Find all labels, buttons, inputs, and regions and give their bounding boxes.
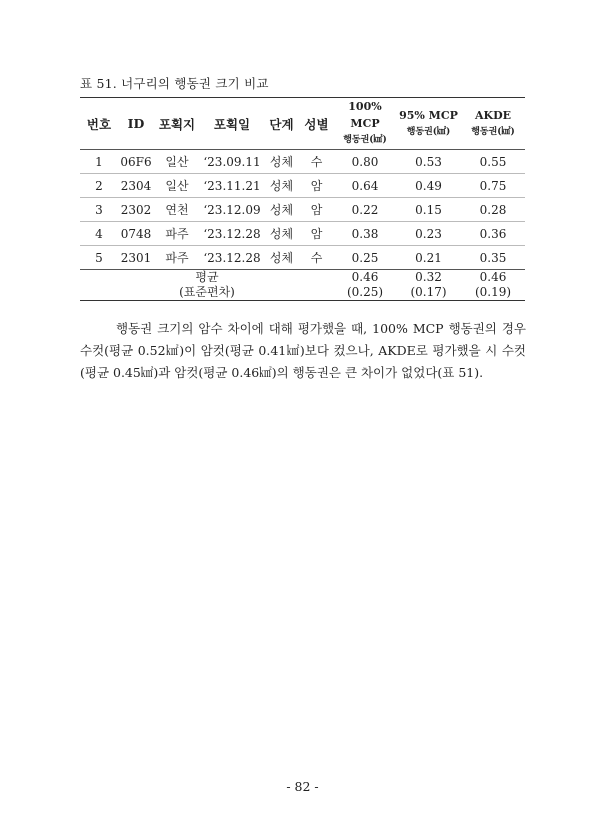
table-row xyxy=(80,174,525,198)
cell-no: 1 xyxy=(80,150,118,174)
paragraph-text: 행동권 크기의 암수 차이에 대해 평가했을 때, 100% MCP 행동권의 경우 수컷(평균 0.52㎢)이 암컷(평균 0.41㎢)보다 컸으나, AKDE로 평가했을 시 수컷(평균 0.45㎢)과 암컷(평균 0.46㎢)의 행동권은 큰 차이가 없었다(표 51). xyxy=(80,321,526,380)
cell-mcp100: 0.25 xyxy=(334,246,396,270)
table-row xyxy=(80,150,525,174)
akde-average: 0.46 xyxy=(479,270,507,284)
header-akde-line1: AKDE xyxy=(474,108,512,122)
average-label: 평균 xyxy=(195,270,219,284)
cell-stage: 성체 xyxy=(264,222,299,246)
table-row xyxy=(80,222,525,246)
header-site: 포획지 xyxy=(154,98,200,150)
cell-date: ‘23.12.28 xyxy=(200,246,264,270)
summary-sd-row xyxy=(80,285,525,301)
header-id: ID xyxy=(118,98,154,150)
cell-mcp95: 0.49 xyxy=(396,174,461,198)
header-mcp100-line1: 100% MCP xyxy=(348,100,382,130)
cell-stage: 성체 xyxy=(264,246,299,270)
header-mcp95-line2: 행동권(㎢) xyxy=(406,126,451,137)
cell-no: 5 xyxy=(80,246,118,270)
sd-label: (표준편차) xyxy=(80,285,334,301)
cell-site: 파주 xyxy=(154,222,200,246)
cell-mcp95: 0.15 xyxy=(396,198,461,222)
cell-stage: 성체 xyxy=(264,198,299,222)
cell-no: 4 xyxy=(80,222,118,246)
header-mcp95 xyxy=(396,98,461,150)
cell-date: ‘23.12.28 xyxy=(200,222,264,246)
header-mcp95-line1: 95% MCP xyxy=(399,108,458,122)
table-header-row xyxy=(80,98,525,150)
cell-stage: 성체 xyxy=(264,174,299,198)
cell-akde: 0.75 xyxy=(461,174,525,198)
table-caption: 표 51. 너구리의 행동권 크기 비교 xyxy=(80,76,269,91)
header-date: 포획일 xyxy=(200,98,264,150)
cell-date: ‘23.12.09 xyxy=(200,198,264,222)
header-stage: 단계 xyxy=(264,98,299,150)
mcp95-average: 0.32 xyxy=(415,270,442,284)
cell-id: 2304 xyxy=(118,174,154,198)
cell-akde: 0.35 xyxy=(461,246,525,270)
header-mcp100-line2: 행동권(㎢) xyxy=(343,135,387,145)
mcp95-sd: (0.17) xyxy=(396,285,461,301)
cell-sex: 암 xyxy=(299,198,334,222)
akde-sd: (0.19) xyxy=(461,285,525,301)
header-sex: 성별 xyxy=(299,98,334,150)
mcp100-sd: (0.25) xyxy=(334,285,396,301)
table-row xyxy=(80,246,525,270)
cell-sex: 암 xyxy=(299,222,334,246)
mcp100-average: 0.46 xyxy=(351,270,379,284)
cell-no: 2 xyxy=(80,174,118,198)
cell-id: 2302 xyxy=(118,198,154,222)
table-row xyxy=(80,198,525,222)
page-number: - 82 - xyxy=(286,779,319,794)
cell-mcp95: 0.23 xyxy=(396,222,461,246)
cell-id: 2301 xyxy=(118,246,154,270)
header-mcp100 xyxy=(334,98,396,150)
body-paragraph xyxy=(80,318,526,384)
cell-sex: 수 xyxy=(299,150,334,174)
cell-mcp100: 0.64 xyxy=(334,174,396,198)
cell-sex: 암 xyxy=(299,174,334,198)
cell-id: 0748 xyxy=(118,222,154,246)
cell-site: 일산 xyxy=(154,150,200,174)
cell-mcp95: 0.53 xyxy=(396,150,461,174)
home-range-table xyxy=(80,97,525,301)
cell-sex: 수 xyxy=(299,246,334,270)
cell-akde: 0.36 xyxy=(461,222,525,246)
cell-date: ‘23.11.21 xyxy=(200,174,264,198)
cell-mcp100: 0.22 xyxy=(334,198,396,222)
cell-site: 연천 xyxy=(154,198,200,222)
cell-site: 파주 xyxy=(154,246,200,270)
header-akde xyxy=(461,98,525,150)
cell-stage: 성체 xyxy=(264,150,299,174)
header-no: 번호 xyxy=(80,98,118,150)
summary-average-row xyxy=(80,270,525,286)
cell-akde: 0.28 xyxy=(461,198,525,222)
header-akde-line2: 행동권(㎢) xyxy=(471,126,515,137)
cell-id: 06F6 xyxy=(118,150,154,174)
cell-no: 3 xyxy=(80,198,118,222)
cell-akde: 0.55 xyxy=(461,150,525,174)
cell-site: 일산 xyxy=(154,174,200,198)
cell-mcp95: 0.21 xyxy=(396,246,461,270)
cell-mcp100: 0.38 xyxy=(334,222,396,246)
cell-mcp100: 0.80 xyxy=(334,150,396,174)
cell-date: ‘23.09.11 xyxy=(200,150,264,174)
